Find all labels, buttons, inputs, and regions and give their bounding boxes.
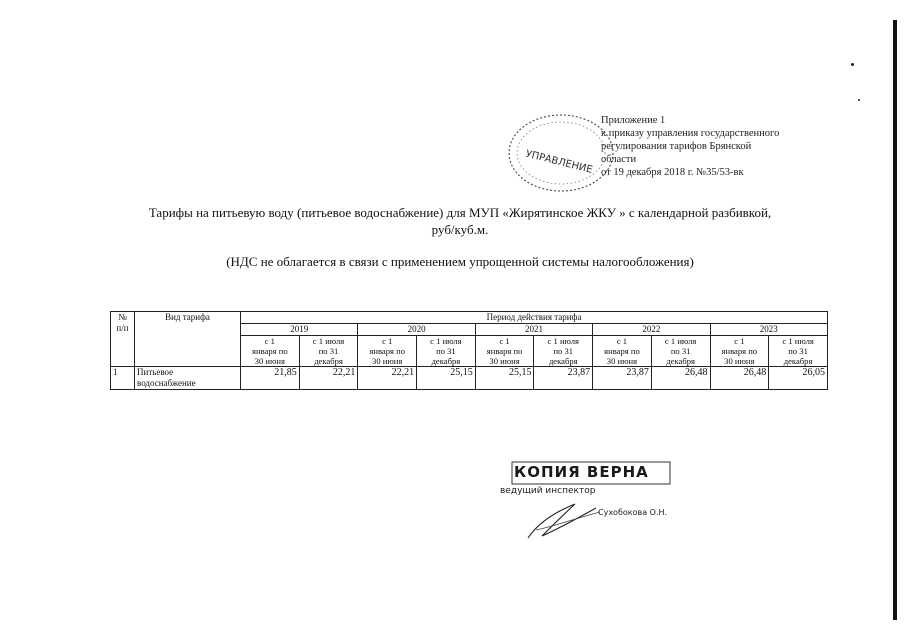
subperiod-line: с 1: [264, 336, 275, 346]
row-tariff-type: [135, 367, 241, 390]
header-number: [111, 312, 135, 367]
appendix-line: к приказу управления государственного: [601, 128, 780, 139]
subperiod-line: с 1: [616, 336, 628, 346]
subperiod-line: декабря: [314, 356, 343, 366]
seal-text: УПРАВЛЕНИЕ: [524, 148, 594, 176]
subperiod-second-half: [299, 336, 358, 367]
subperiod-line: с 1 июля: [312, 336, 345, 346]
subperiod-line: по 31: [788, 346, 808, 356]
header-number-line: №: [118, 312, 127, 322]
subperiod-second-half: [651, 336, 710, 367]
subperiod-line: по 31: [670, 346, 691, 356]
subperiod-line: января по: [604, 346, 640, 356]
subperiod-line: по 31: [553, 346, 574, 356]
year-cell: 2021: [475, 324, 592, 336]
subperiod-line: с 1: [382, 336, 393, 346]
year-cell: 2023: [710, 324, 828, 336]
row-tariff-type-line: водоснабжение: [137, 378, 196, 388]
subperiod-first-half: [358, 336, 417, 367]
title-line: руб/куб.м.: [431, 222, 489, 237]
copy-stamp-name: Сухобокова О.Н.: [598, 508, 668, 517]
subperiod-first-half: [710, 336, 769, 367]
year-cell: 2019: [241, 324, 358, 336]
subperiod-first-half: [241, 336, 300, 367]
appendix-line: регулирования тарифов Брянской: [601, 141, 752, 152]
subperiod-line: января по: [252, 346, 288, 356]
year-cell: 2022: [593, 324, 710, 336]
appendix-line: Приложение 1: [601, 115, 666, 126]
tariff-value: 26,48: [710, 367, 769, 390]
tariff-value: 21,85: [241, 367, 300, 390]
scan-edge-line: [893, 20, 897, 620]
subperiod-line: с 1 июля: [430, 336, 462, 346]
appendix-line: области: [601, 154, 637, 165]
subperiod-line: с 1 июля: [664, 336, 697, 346]
appendix-block: [601, 114, 831, 179]
subperiod-line: декабря: [431, 356, 461, 366]
subperiod-first-half: [593, 336, 652, 367]
subperiod-line: января по: [486, 346, 523, 356]
tariff-value: 23,87: [534, 367, 593, 390]
subperiod-first-half: [475, 336, 534, 367]
tariff-table: [110, 311, 828, 390]
tariff-value: 22,21: [358, 367, 417, 390]
table-header-row: [111, 312, 828, 324]
subperiod-line: с 1: [734, 336, 745, 346]
subperiod-second-half: [417, 336, 476, 367]
table-row: [111, 367, 828, 390]
copy-stamp-role: ведущий инспектор: [500, 486, 596, 496]
subperiod-line: января по: [369, 346, 406, 356]
tariff-value: 25,15: [417, 367, 476, 390]
document-title: [95, 204, 825, 238]
tariff-value: 26,48: [651, 367, 710, 390]
subperiod-line: по 31: [318, 346, 339, 356]
tariff-value: 26,05: [769, 367, 828, 390]
header-period: Период действия тарифа: [241, 312, 828, 324]
subperiod-line: 30 июня: [724, 356, 755, 366]
subperiod-line: декабря: [783, 356, 813, 366]
subperiod-line: по 31: [436, 346, 456, 356]
subperiod-line: 30 июня: [606, 356, 638, 366]
copy-stamp-title: КОПИЯ ВЕРНА: [514, 463, 649, 481]
tariff-value: 23,87: [593, 367, 652, 390]
header-tariff-type: Вид тарифа: [135, 312, 241, 367]
subperiod-second-half: [769, 336, 828, 367]
signature-mark: [528, 504, 596, 538]
year-cell: 2020: [358, 324, 475, 336]
row-number: 1: [111, 367, 135, 390]
appendix-line: от 19 декабря 2018 г. №35/53-вк: [601, 167, 744, 178]
subperiod-line: с 1 июля: [547, 336, 580, 346]
title-line: Тарифы на питьевую воду (питьевое водоснабжение) для МУП «Жирятинское ЖКУ » с календарной разбивкой,: [148, 205, 772, 220]
subperiod-line: 30 июня: [372, 356, 403, 366]
subperiod-line: 30 июня: [489, 356, 520, 366]
header-number-line: п/п: [116, 323, 129, 333]
vat-note: (НДС не облагается в связи с применением упрощенной системы налогообложения): [226, 254, 694, 269]
tariff-value: 25,15: [475, 367, 534, 390]
subperiod-line: декабря: [666, 356, 695, 366]
scan-speck: [858, 99, 860, 101]
subperiod-line: 30 июня: [254, 356, 285, 366]
row-tariff-type-line: Питьевое: [137, 367, 174, 377]
subperiod-line: января по: [721, 346, 758, 356]
subperiod-line: с 1: [499, 336, 510, 346]
subperiod-line: с 1 июля: [782, 336, 814, 346]
subperiod-second-half: [534, 336, 593, 367]
tariff-value: 22,21: [299, 367, 358, 390]
subperiod-line: декабря: [548, 356, 578, 366]
scan-speck: [851, 63, 854, 66]
